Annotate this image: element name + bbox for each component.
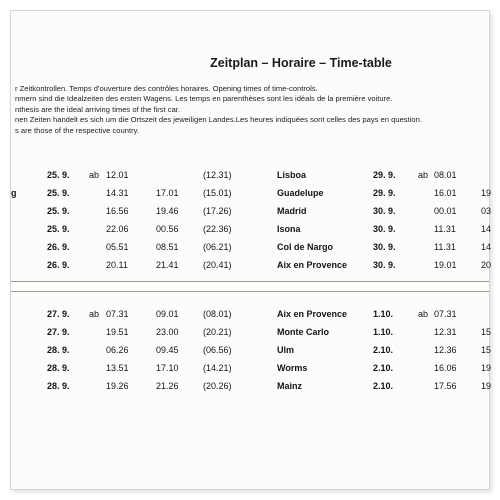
cell-date: 1.10. (373, 327, 394, 337)
section-divider (11, 281, 489, 282)
cell-depart: 19.26 (106, 381, 129, 391)
cell-place: Isona (277, 224, 301, 234)
cell-arrive: 19.46 (156, 206, 179, 216)
cell-next: 15 (481, 345, 492, 355)
cell-ab: ab (418, 170, 429, 180)
cell-date: 26. 9. (47, 260, 70, 270)
cell-ab: ab (89, 170, 100, 180)
cell-arrive: 08.51 (156, 242, 179, 252)
cell-depart: 16.56 (106, 206, 129, 216)
cell-time: 07.31 (434, 309, 457, 319)
timetable-sheet (10, 10, 490, 490)
cell-date: 28. 9. (47, 381, 70, 391)
cell-depart: 07.31 (106, 309, 129, 319)
time-row (11, 345, 492, 361)
time-row (11, 170, 489, 186)
cell-date: 29. 9. (373, 170, 396, 180)
time-row (11, 260, 492, 276)
cell-time: 16.01 (434, 188, 457, 198)
cell-depart: 19.51 (106, 327, 129, 337)
page-title: Zeitplan – Horaire – Time-table (210, 56, 392, 70)
cell-ideal: (22.36) (203, 224, 232, 234)
cell-time: 12.31 (434, 327, 457, 337)
cell-place: Guadelupe (277, 188, 324, 198)
intro-line: nthesis are the ideal arriving times of the first car. (15, 104, 181, 114)
intro-line: r Zeitkontrollen. Temps d'ouverture des contrôles horaires. Opening times of time-controls. (15, 84, 318, 93)
time-row (11, 381, 492, 397)
cell-date: 25. 9. (47, 206, 70, 216)
cell-date: 25. 9. (47, 188, 70, 198)
cell-place: Worms (277, 363, 308, 373)
intro-line: nen Zeiten handelt es sich um die Ortszeit des jeweiligen Landes.Les heures indiquées sont celles des pays en question. (15, 115, 422, 125)
cell-arrive: 00.56 (156, 224, 179, 234)
cell-next: 19 (481, 381, 492, 391)
cell-arrive: 17.10 (156, 363, 179, 373)
cell-arrive: 23.00 (156, 327, 179, 337)
cell-date: 28. 9. (47, 345, 70, 355)
cell-next: 19 (481, 188, 492, 198)
cell-date: 29. 9. (373, 188, 396, 198)
cell-arrive: 09.01 (156, 309, 179, 319)
cell-place: Ulm (277, 345, 295, 355)
cell-next: 14 (481, 242, 492, 252)
cell-time: 11.31 (434, 242, 456, 252)
cell-arrive: 21.41 (156, 260, 179, 270)
cell-depart: 13.51 (106, 363, 129, 373)
cell-ideal: (20.41) (203, 260, 232, 270)
cell-date: 27. 9. (47, 327, 70, 337)
intro-text (15, 84, 422, 136)
cell-time: 19.01 (434, 260, 457, 270)
cell-arrive: 17.01 (156, 188, 179, 198)
time-row (11, 327, 492, 343)
cell-next: 03 (481, 206, 492, 216)
cell-ideal: (15.01) (203, 188, 232, 198)
time-row (11, 309, 489, 325)
cell-date: 2.10. (373, 345, 394, 355)
cell-date: 30. 9. (373, 242, 396, 252)
cell-ideal: (06.56) (203, 345, 232, 355)
cell-next: 15 (481, 327, 492, 337)
time-row (11, 188, 492, 204)
cell-place: Lisboa (277, 170, 307, 180)
cell-date: 30. 9. (373, 224, 396, 234)
cell-depart: 06.26 (106, 345, 129, 355)
cell-depart: 05.51 (106, 242, 129, 252)
time-row (11, 206, 492, 222)
cell-date: 27. 9. (47, 309, 70, 319)
cell-ideal: (20.26) (203, 381, 232, 391)
cell-date: 25. 9. (47, 170, 70, 180)
time-row (11, 242, 492, 258)
cell-date: 26. 9. (47, 242, 70, 252)
cell-ideal: (12.31) (203, 170, 232, 180)
cell-ideal: (17.26) (203, 206, 232, 216)
cell-arrive: 21.26 (156, 381, 179, 391)
intro-line: nmern sind die Idealzeiten des ersten Wagens. Les temps en parenthèses sont les idéals de la première voiture. (15, 94, 393, 104)
cell-ideal: (20.21) (203, 327, 232, 337)
cell-time: 12.36 (434, 345, 457, 355)
cell-ab: ab (418, 309, 429, 319)
cell-date: 1.10. (373, 309, 394, 319)
time-row (11, 224, 492, 240)
cell-arrive: 09.45 (156, 345, 179, 355)
cell-ideal: (14.21) (203, 363, 232, 373)
cell-date: 25. 9. (47, 224, 70, 234)
time-row (11, 363, 492, 379)
cell-place: Col de Nargo (277, 242, 334, 252)
intro-line: s are those of the respective country. (15, 125, 139, 135)
cell-depart: 22.06 (106, 224, 129, 234)
cell-depart: 20.11 (106, 260, 128, 270)
cell-place: Mainz (277, 381, 303, 391)
cell-time: 16.06 (434, 363, 457, 373)
cell-date: 30. 9. (373, 206, 396, 216)
cell-time: 00.01 (434, 206, 457, 216)
cell-depart: 14.31 (106, 188, 129, 198)
cell-place: Madrid (277, 206, 307, 216)
cell-place: Aix en Provence (277, 260, 348, 270)
cell-ideal: (06.21) (203, 242, 232, 252)
cell-ideal: (08.01) (203, 309, 232, 319)
cell-time: 17.56 (434, 381, 457, 391)
cell-date: 2.10. (373, 381, 394, 391)
cell-next: 20 (481, 260, 492, 270)
cell-next: 19 (481, 363, 492, 373)
cell-date: 30. 9. (373, 260, 396, 270)
cell-next: 14 (481, 224, 492, 234)
cell-time: 08.01 (434, 170, 457, 180)
cell-depart: 12.01 (106, 170, 129, 180)
cell-ab: ab (89, 309, 100, 319)
cell-place: g (11, 188, 17, 198)
cell-place: Monte Carlo (277, 327, 330, 337)
section-divider (11, 291, 489, 292)
cell-date: 2.10. (373, 363, 394, 373)
cell-date: 28. 9. (47, 363, 70, 373)
cell-place: Aix en Provence (277, 309, 348, 319)
cell-time: 11.31 (434, 224, 456, 234)
